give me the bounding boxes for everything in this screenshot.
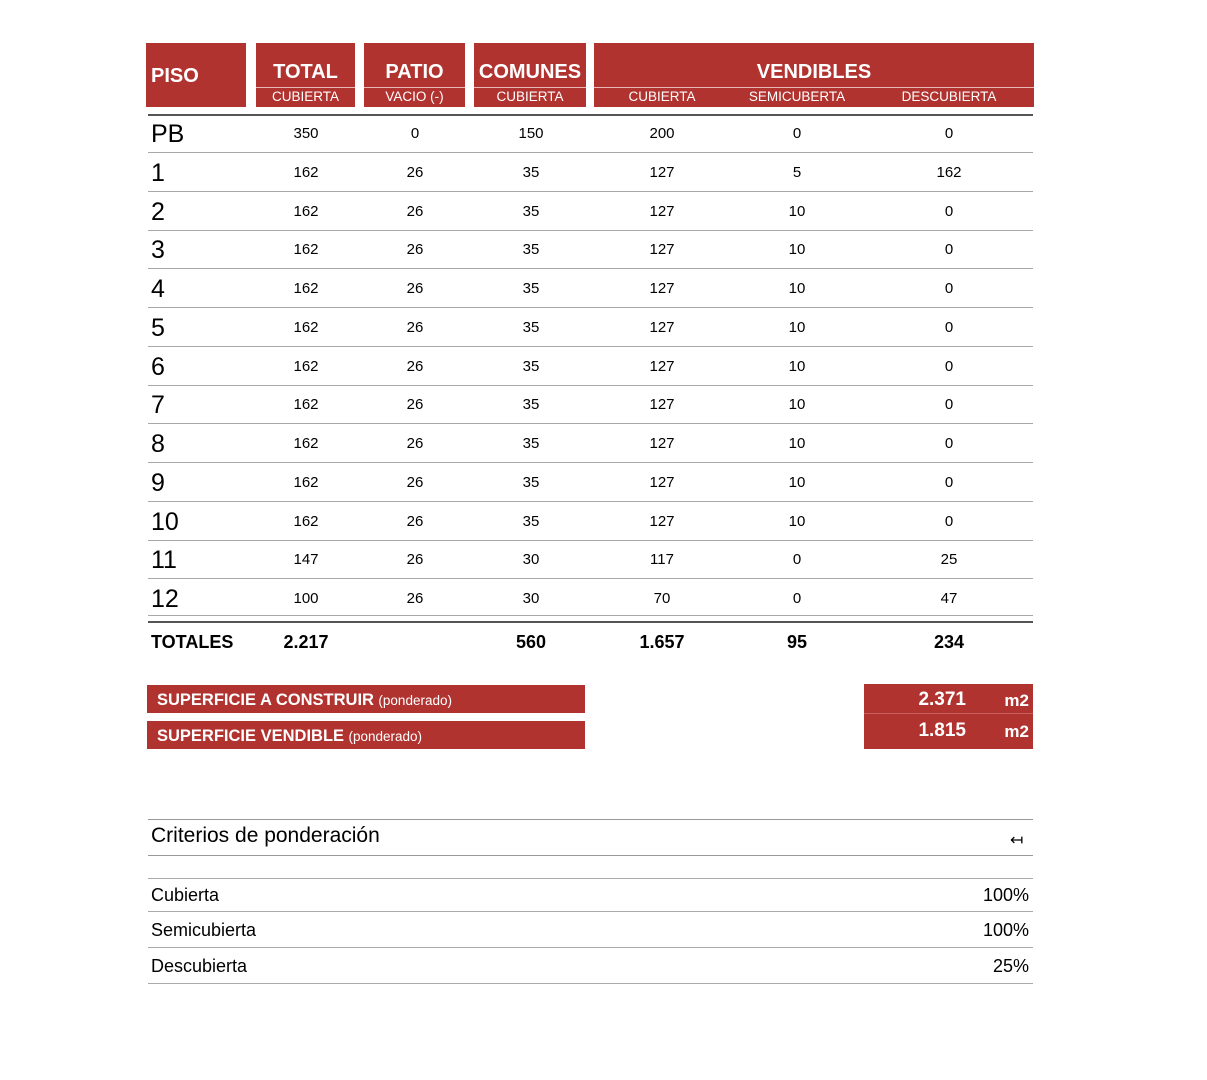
totals-vend-cubierta: 1.657 [639, 632, 685, 652]
row-vend-cubierta: 127 [649, 396, 675, 414]
row-piso: 8 [151, 430, 165, 458]
superficie-vendible-note: (ponderado) [348, 729, 423, 744]
row-total-cubierta: 162 [293, 163, 319, 181]
superficie-construir-unit: m2 [1004, 691, 1029, 710]
row-comunes-cubierta: 35 [522, 163, 540, 181]
criterio-label: Descubierta [151, 956, 248, 976]
row-vend-cubierta: 200 [649, 125, 675, 142]
superficie-construir-note: (ponderado) [378, 693, 452, 708]
header-total [256, 43, 355, 107]
totals-total: 2.217 [283, 632, 329, 652]
table-row [148, 541, 1033, 579]
row-piso: 3 [151, 236, 165, 265]
totals-vend-descubierta: 234 [933, 632, 965, 652]
row-vend-descubierta: 0 [944, 473, 954, 491]
row-patio-vacio: 26 [406, 241, 424, 259]
row-vend-descubierta: 0 [944, 280, 954, 297]
row-patio-vacio: 26 [406, 435, 424, 452]
criterio-item [151, 915, 1029, 945]
criterio-label: Cubierta [151, 885, 220, 905]
header-patio-title: PATIO [385, 61, 444, 83]
row-comunes-cubierta: 35 [522, 318, 540, 336]
row-patio-vacio: 26 [406, 512, 424, 530]
row-piso: 7 [151, 391, 165, 420]
table-row [148, 386, 1033, 424]
row-comunes-cubierta: 35 [522, 357, 540, 375]
collapse-arrow-icon[interactable]: ↤ [1010, 832, 1024, 849]
row-patio-vacio: 26 [406, 280, 424, 297]
row-vend-cubierta: 127 [649, 473, 675, 491]
row-total-cubierta: 162 [293, 318, 319, 336]
table-row [148, 425, 1033, 463]
row-vend-semicubierta: 5 [792, 163, 802, 181]
row-total-cubierta: 100 [293, 590, 319, 607]
row-comunes-cubierta: 35 [522, 241, 540, 259]
row-vend-semicubierta: 0 [792, 551, 802, 569]
row-piso: 10 [151, 507, 179, 536]
row-vend-semicubierta: 10 [788, 318, 806, 336]
row-vend-cubierta: 70 [653, 590, 671, 607]
header-piso-label: PISO [151, 65, 199, 87]
row-piso: 11 [151, 546, 177, 575]
header-divider [364, 87, 465, 88]
superficie-construir-value: 2.371 [918, 689, 966, 710]
header-divider [474, 87, 586, 88]
row-vend-semicubierta: 10 [788, 512, 806, 530]
superficie-construir-label: SUPERFICIE A CONSTRUIR [157, 691, 374, 709]
row-comunes-cubierta: 35 [522, 202, 540, 220]
row-piso: 6 [151, 352, 165, 381]
row-vend-semicubierta: 10 [788, 202, 806, 220]
row-comunes-cubierta: 35 [522, 280, 540, 297]
criterio-value: 25% [992, 956, 1029, 976]
row-vend-semicubierta: 10 [788, 241, 806, 259]
totals-label: TOTALES [151, 632, 234, 652]
row-total-cubierta: 350 [293, 125, 319, 142]
superficie-vendible-value-box [864, 714, 1033, 749]
row-total-cubierta: 162 [293, 512, 319, 530]
criterio-label: Semicubierta [151, 920, 257, 940]
row-vend-cubierta: 127 [649, 512, 675, 530]
table-row [148, 309, 1033, 347]
row-total-cubierta: 162 [293, 396, 319, 414]
row-vend-descubierta: 0 [944, 125, 954, 142]
header-patio-sub: VACIO (-) [385, 89, 444, 104]
row-vend-semicubierta: 10 [788, 473, 806, 491]
row-piso: 5 [151, 313, 165, 342]
criterios-title-rule [148, 855, 1033, 856]
header-divider [256, 87, 355, 88]
row-vend-semicubierta: 10 [788, 435, 806, 452]
row-piso: 2 [151, 197, 165, 226]
row-comunes-cubierta: 30 [522, 590, 540, 607]
row-vend-cubierta: 127 [649, 163, 675, 181]
totals-vend-semicubierta: 95 [786, 632, 808, 652]
criterio-divider [148, 947, 1033, 948]
criterio-value: 100% [982, 885, 1029, 905]
row-total-cubierta: 147 [293, 551, 319, 569]
header-patio [364, 43, 465, 107]
table-row [148, 115, 1033, 153]
row-vend-descubierta: 162 [936, 163, 962, 181]
header-comunes-title: COMUNES [478, 61, 582, 83]
row-piso: 9 [151, 468, 165, 497]
row-patio-vacio: 26 [406, 473, 424, 491]
table-row [148, 503, 1033, 541]
header-vendibles [594, 43, 1034, 107]
row-vend-semicubierta: 0 [792, 125, 802, 142]
header-vend-cubierta: CUBIERTA [628, 89, 696, 104]
row-vend-cubierta: 127 [649, 202, 675, 220]
superficie-vendible-value: 1.815 [918, 720, 966, 741]
row-piso: 4 [151, 275, 165, 303]
row-patio-vacio: 26 [406, 318, 424, 336]
header-total-sub: CUBIERTA [271, 89, 339, 104]
row-comunes-cubierta: 35 [522, 473, 540, 491]
row-vend-descubierta: 0 [944, 435, 954, 452]
table-row [148, 193, 1033, 231]
table-row [148, 580, 1033, 618]
row-patio-vacio: 26 [406, 396, 424, 414]
criterios-top-rule [148, 819, 1033, 820]
row-vend-cubierta: 117 [650, 551, 674, 569]
row-patio-vacio: 26 [406, 163, 424, 181]
row-patio-vacio: 26 [406, 202, 424, 220]
row-vend-cubierta: 127 [649, 318, 675, 336]
row-vend-descubierta: 25 [940, 551, 958, 569]
criterio-divider [148, 911, 1033, 912]
table-row [148, 348, 1033, 386]
row-total-cubierta: 162 [293, 241, 319, 259]
criterios-list-rule [148, 878, 1033, 879]
row-piso: 1 [151, 158, 165, 187]
row-comunes-cubierta: 30 [522, 551, 540, 569]
row-vend-cubierta: 127 [649, 357, 675, 375]
row-vend-descubierta: 0 [944, 512, 954, 530]
header-vend-descubierta: DESCUBIERTA [901, 89, 997, 104]
criterio-item [151, 880, 1029, 910]
table-row [148, 464, 1033, 502]
row-vend-descubierta: 0 [944, 357, 954, 375]
row-vend-semicubierta: 10 [788, 357, 806, 375]
row-vend-descubierta: 0 [944, 241, 954, 259]
criterio-item [151, 951, 1029, 981]
row-divider [148, 615, 1033, 616]
header-comunes-sub: CUBIERTA [496, 89, 564, 104]
criterios-title: Criterios de ponderación [151, 824, 380, 847]
row-vend-semicubierta: 10 [788, 280, 806, 297]
row-comunes-cubierta: 35 [522, 435, 540, 452]
row-comunes-cubierta: 150 [518, 125, 544, 142]
row-piso: 12 [151, 585, 179, 613]
row-vend-descubierta: 47 [940, 590, 958, 607]
row-vend-cubierta: 127 [649, 280, 675, 297]
header-comunes [474, 43, 586, 107]
row-vend-cubierta: 127 [649, 241, 675, 259]
row-total-cubierta: 162 [293, 357, 319, 375]
row-patio-vacio: 26 [406, 357, 424, 375]
row-vend-cubierta: 127 [649, 435, 675, 452]
row-total-cubierta: 162 [293, 473, 319, 491]
superficie-construir-bar [147, 685, 585, 713]
table-row [148, 270, 1033, 308]
row-vend-semicubierta: 10 [788, 396, 806, 414]
row-comunes-cubierta: 35 [522, 396, 540, 414]
row-vend-descubierta: 0 [944, 318, 954, 336]
totals-row [148, 623, 1033, 661]
row-patio-vacio: 0 [410, 125, 420, 142]
totals-comunes: 560 [515, 632, 547, 652]
superficie-vendible-unit: m2 [1004, 722, 1029, 741]
criterio-value: 100% [982, 920, 1029, 940]
row-vend-semicubierta: 0 [792, 590, 802, 607]
header-vend-semicubierta: SEMICUBERTA [748, 89, 846, 104]
header-total-title: TOTAL [273, 61, 338, 83]
header-piso [146, 43, 246, 107]
row-vend-descubierta: 0 [944, 396, 954, 414]
table-row [148, 154, 1033, 192]
header-divider [594, 87, 1034, 88]
superficie-vendible-label: SUPERFICIE VENDIBLE [157, 727, 345, 745]
criterio-divider [148, 983, 1033, 984]
row-piso: PB [151, 120, 185, 148]
header-vendibles-title: VENDIBLES [756, 61, 872, 83]
row-total-cubierta: 162 [293, 435, 319, 452]
row-comunes-cubierta: 35 [522, 512, 540, 530]
row-total-cubierta: 162 [293, 280, 319, 297]
row-total-cubierta: 162 [293, 202, 319, 220]
superficie-vendible-bar [147, 721, 585, 749]
table-row [148, 231, 1033, 269]
superficie-construir-value-box [864, 684, 1033, 713]
row-patio-vacio: 26 [406, 590, 424, 607]
row-patio-vacio: 26 [406, 551, 424, 569]
row-vend-descubierta: 0 [944, 202, 954, 220]
